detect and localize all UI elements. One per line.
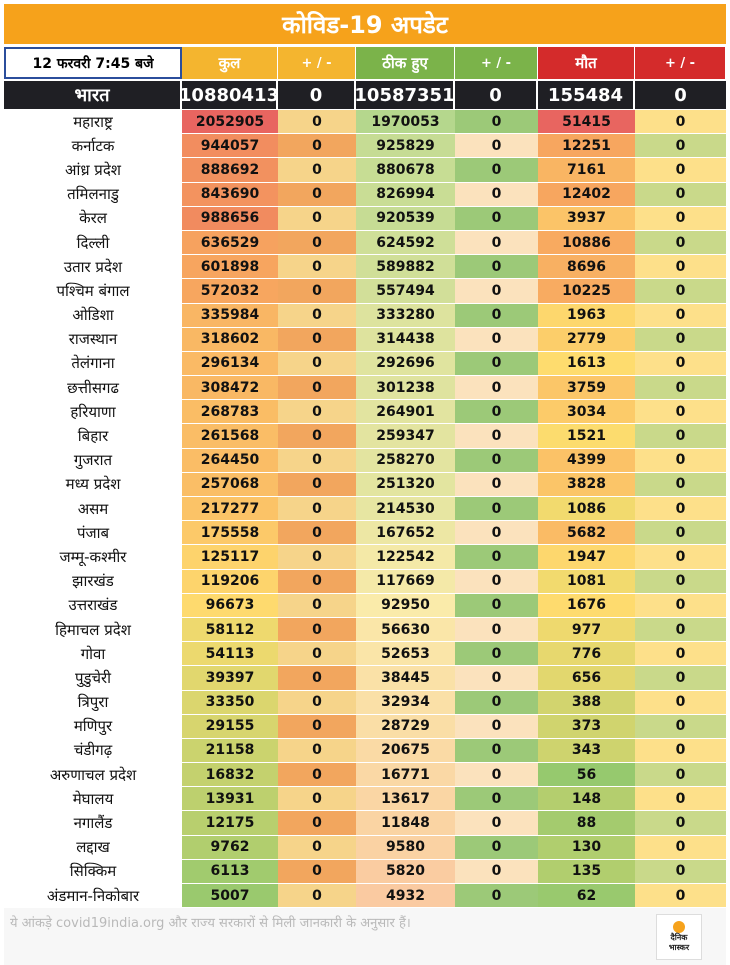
cell-total: 6113 bbox=[182, 860, 278, 883]
cell-deaths: 1613 bbox=[538, 352, 635, 375]
table-row bbox=[4, 787, 726, 811]
state-name: छत्तीसगढ bbox=[4, 376, 182, 399]
cell-recovered: 56630 bbox=[356, 618, 455, 641]
page-title: कोविड-19 अपडेट bbox=[4, 4, 726, 44]
cell-total-change: 0 bbox=[278, 376, 356, 399]
cell-recovered-change: 0 bbox=[455, 570, 538, 593]
cell-total-change: 0 bbox=[278, 328, 356, 351]
cell-total: 58112 bbox=[182, 618, 278, 641]
cell-deaths-change: 0 bbox=[635, 497, 726, 520]
cell-recovered-change: 0 bbox=[455, 110, 538, 133]
cell-deaths: 148 bbox=[538, 787, 635, 810]
cell-recovered-change: 0 bbox=[455, 328, 538, 351]
cell-recovered: 32934 bbox=[356, 691, 455, 714]
cell-total-change: 0 bbox=[278, 739, 356, 762]
cell-deaths-change: 0 bbox=[635, 884, 726, 907]
cell-total-change: 0 bbox=[278, 304, 356, 327]
cell-total: 2052905 bbox=[182, 110, 278, 133]
cell-total-change: 0 bbox=[278, 424, 356, 447]
state-name: बिहार bbox=[4, 424, 182, 447]
table-row bbox=[4, 400, 726, 424]
state-name: पश्चिम बंगाल bbox=[4, 279, 182, 302]
state-name: केरल bbox=[4, 207, 182, 230]
cell-recovered: 167652 bbox=[356, 521, 455, 544]
cell-recovered: 214530 bbox=[356, 497, 455, 520]
cell-total-change: 0 bbox=[278, 497, 356, 520]
cell-deaths-change: 0 bbox=[635, 279, 726, 302]
cell-recovered-change: 0 bbox=[455, 158, 538, 181]
state-name: उत्तराखंड bbox=[4, 594, 182, 617]
cell-deaths: 135 bbox=[538, 860, 635, 883]
cell-total-change: 0 bbox=[278, 860, 356, 883]
cell-deaths: 388 bbox=[538, 691, 635, 714]
cell-total: 96673 bbox=[182, 594, 278, 617]
cell-deaths: 776 bbox=[538, 642, 635, 665]
cell-recovered: 1970053 bbox=[356, 110, 455, 133]
cell-deaths-change: 0 bbox=[635, 400, 726, 423]
cell-total: 601898 bbox=[182, 255, 278, 278]
cell-recovered: 13617 bbox=[356, 787, 455, 810]
table-row bbox=[4, 304, 726, 328]
cell-recovered: 920539 bbox=[356, 207, 455, 230]
state-name: पंजाब bbox=[4, 521, 182, 544]
cell-deaths: 1086 bbox=[538, 497, 635, 520]
state-name: त्रिपुरा bbox=[4, 691, 182, 714]
cell-recovered: 4932 bbox=[356, 884, 455, 907]
state-name: असम bbox=[4, 497, 182, 520]
table-row bbox=[4, 715, 726, 739]
cell-deaths: 656 bbox=[538, 666, 635, 689]
cell-recovered: 9580 bbox=[356, 836, 455, 859]
cell-recovered: 880678 bbox=[356, 158, 455, 181]
cell-recovered-change: 0 bbox=[455, 279, 538, 302]
cell-deaths-change: 0 bbox=[635, 811, 726, 834]
cell-recovered: 314438 bbox=[356, 328, 455, 351]
table-row bbox=[4, 884, 726, 908]
cell-recovered: 826994 bbox=[356, 183, 455, 206]
table-row bbox=[4, 449, 726, 473]
national-name: भारत bbox=[4, 81, 182, 109]
table-row bbox=[4, 110, 726, 134]
cell-total: 54113 bbox=[182, 642, 278, 665]
header-deaths-change: + / - bbox=[635, 47, 726, 79]
cell-deaths: 1521 bbox=[538, 424, 635, 447]
cell-deaths: 62 bbox=[538, 884, 635, 907]
covid-table bbox=[4, 4, 726, 908]
cell-total: 5007 bbox=[182, 884, 278, 907]
table-row bbox=[4, 642, 726, 666]
state-name: महाराष्ट्र bbox=[4, 110, 182, 133]
cell-recovered-change: 0 bbox=[455, 183, 538, 206]
cell-deaths: 10886 bbox=[538, 231, 635, 254]
national-recovered: 10587351 bbox=[356, 81, 455, 109]
header-recovered: ठीक हुए bbox=[356, 47, 455, 79]
table-header bbox=[4, 47, 726, 79]
cell-total-change: 0 bbox=[278, 521, 356, 544]
cell-deaths-change: 0 bbox=[635, 666, 726, 689]
cell-total-change: 0 bbox=[278, 158, 356, 181]
cell-recovered-change: 0 bbox=[455, 545, 538, 568]
cell-deaths-change: 0 bbox=[635, 715, 726, 738]
state-name: हिमाचल प्रदेश bbox=[4, 618, 182, 641]
state-name: हरियाणा bbox=[4, 400, 182, 423]
dainik-bhaskar-logo bbox=[656, 914, 702, 960]
cell-recovered: 301238 bbox=[356, 376, 455, 399]
state-rows bbox=[4, 110, 726, 908]
cell-recovered: 259347 bbox=[356, 424, 455, 447]
cell-deaths-change: 0 bbox=[635, 594, 726, 617]
cell-recovered-change: 0 bbox=[455, 304, 538, 327]
header-total-change: + / - bbox=[278, 47, 356, 79]
cell-deaths: 88 bbox=[538, 811, 635, 834]
cell-recovered-change: 0 bbox=[455, 884, 538, 907]
table-row bbox=[4, 691, 726, 715]
cell-deaths: 1081 bbox=[538, 570, 635, 593]
cell-total-change: 0 bbox=[278, 691, 356, 714]
state-name: कर्नाटक bbox=[4, 134, 182, 157]
cell-deaths: 373 bbox=[538, 715, 635, 738]
cell-deaths-change: 0 bbox=[635, 110, 726, 133]
cell-recovered: 925829 bbox=[356, 134, 455, 157]
cell-deaths: 3937 bbox=[538, 207, 635, 230]
table-row bbox=[4, 763, 726, 787]
cell-total: 33350 bbox=[182, 691, 278, 714]
cell-deaths: 10225 bbox=[538, 279, 635, 302]
cell-deaths-change: 0 bbox=[635, 763, 726, 786]
cell-recovered: 258270 bbox=[356, 449, 455, 472]
state-name: तेलंगाना bbox=[4, 352, 182, 375]
cell-recovered-change: 0 bbox=[455, 134, 538, 157]
cell-deaths: 3759 bbox=[538, 376, 635, 399]
cell-total-change: 0 bbox=[278, 352, 356, 375]
cell-deaths-change: 0 bbox=[635, 739, 726, 762]
cell-recovered-change: 0 bbox=[455, 376, 538, 399]
cell-recovered: 557494 bbox=[356, 279, 455, 302]
cell-recovered-change: 0 bbox=[455, 811, 538, 834]
state-name: जम्मू-कश्मीर bbox=[4, 545, 182, 568]
state-name: अरुणाचल प्रदेश bbox=[4, 763, 182, 786]
state-name: तमिलनाडु bbox=[4, 183, 182, 206]
header-deaths: मौत bbox=[538, 47, 635, 79]
cell-total: 257068 bbox=[182, 473, 278, 496]
state-name: राजस्थान bbox=[4, 328, 182, 351]
table-row bbox=[4, 521, 726, 545]
cell-deaths-change: 0 bbox=[635, 860, 726, 883]
state-name: गुजरात bbox=[4, 449, 182, 472]
cell-recovered: 52653 bbox=[356, 642, 455, 665]
header-recovered-change: + / - bbox=[455, 47, 538, 79]
cell-recovered: 5820 bbox=[356, 860, 455, 883]
table-row bbox=[4, 255, 726, 279]
cell-deaths-change: 0 bbox=[635, 328, 726, 351]
cell-recovered-change: 0 bbox=[455, 739, 538, 762]
cell-total-change: 0 bbox=[278, 715, 356, 738]
cell-deaths: 3828 bbox=[538, 473, 635, 496]
cell-total: 308472 bbox=[182, 376, 278, 399]
cell-total: 944057 bbox=[182, 134, 278, 157]
cell-deaths: 1963 bbox=[538, 304, 635, 327]
source-note: ये आंकड़े covid19india.org और राज्य सरकारों से मिली जानकारी के अनुसार हैं। bbox=[10, 916, 411, 931]
table-row bbox=[4, 158, 726, 182]
cell-deaths-change: 0 bbox=[635, 424, 726, 447]
cell-deaths-change: 0 bbox=[635, 691, 726, 714]
cell-total-change: 0 bbox=[278, 642, 356, 665]
state-name: झारखंड bbox=[4, 570, 182, 593]
cell-total: 217277 bbox=[182, 497, 278, 520]
cell-total-change: 0 bbox=[278, 884, 356, 907]
cell-total-change: 0 bbox=[278, 279, 356, 302]
cell-total: 988656 bbox=[182, 207, 278, 230]
state-name: मेघालय bbox=[4, 787, 182, 810]
table-row bbox=[4, 279, 726, 303]
cell-total-change: 0 bbox=[278, 594, 356, 617]
cell-deaths-change: 0 bbox=[635, 473, 726, 496]
cell-deaths-change: 0 bbox=[635, 787, 726, 810]
table-row bbox=[4, 328, 726, 352]
cell-deaths: 56 bbox=[538, 763, 635, 786]
cell-recovered: 38445 bbox=[356, 666, 455, 689]
cell-recovered-change: 0 bbox=[455, 497, 538, 520]
cell-deaths-change: 0 bbox=[635, 352, 726, 375]
cell-total: 843690 bbox=[182, 183, 278, 206]
state-name: नगालैंड bbox=[4, 811, 182, 834]
table-row bbox=[4, 836, 726, 860]
cell-recovered: 624592 bbox=[356, 231, 455, 254]
cell-total: 268783 bbox=[182, 400, 278, 423]
date-label: 12 फरवरी 7:45 बजे bbox=[4, 47, 182, 79]
cell-deaths: 12402 bbox=[538, 183, 635, 206]
cell-recovered: 264901 bbox=[356, 400, 455, 423]
state-name: लद्दाख bbox=[4, 836, 182, 859]
cell-deaths: 3034 bbox=[538, 400, 635, 423]
cell-deaths: 1676 bbox=[538, 594, 635, 617]
cell-recovered-change: 0 bbox=[455, 521, 538, 544]
cell-recovered-change: 0 bbox=[455, 787, 538, 810]
cell-recovered: 20675 bbox=[356, 739, 455, 762]
cell-recovered-change: 0 bbox=[455, 400, 538, 423]
national-deaths-change: 0 bbox=[674, 84, 687, 106]
cell-total: 29155 bbox=[182, 715, 278, 738]
cell-total: 39397 bbox=[182, 666, 278, 689]
cell-deaths-change: 0 bbox=[635, 618, 726, 641]
table-row bbox=[4, 497, 726, 521]
cell-recovered-change: 0 bbox=[455, 763, 538, 786]
state-name: गोवा bbox=[4, 642, 182, 665]
table-row bbox=[4, 473, 726, 497]
national-recovered-change: 0 bbox=[455, 81, 538, 109]
cell-deaths-change: 0 bbox=[635, 255, 726, 278]
cell-deaths-change: 0 bbox=[635, 836, 726, 859]
state-name: आंध्र प्रदेश bbox=[4, 158, 182, 181]
cell-deaths-change: 0 bbox=[635, 521, 726, 544]
table-row bbox=[4, 666, 726, 690]
cell-total: 13931 bbox=[182, 787, 278, 810]
cell-recovered-change: 0 bbox=[455, 255, 538, 278]
cell-deaths-change: 0 bbox=[635, 207, 726, 230]
cell-total-change: 0 bbox=[278, 570, 356, 593]
cell-recovered: 16771 bbox=[356, 763, 455, 786]
state-name: उतार प्रदेश bbox=[4, 255, 182, 278]
state-name: ओडिशा bbox=[4, 304, 182, 327]
cell-recovered-change: 0 bbox=[455, 691, 538, 714]
cell-recovered-change: 0 bbox=[455, 860, 538, 883]
cell-recovered: 122542 bbox=[356, 545, 455, 568]
cell-recovered-change: 0 bbox=[455, 424, 538, 447]
cell-deaths-change: 0 bbox=[635, 183, 726, 206]
cell-deaths-change: 0 bbox=[635, 376, 726, 399]
cell-total-change: 0 bbox=[278, 811, 356, 834]
state-name: चंडीगढ़ bbox=[4, 739, 182, 762]
cell-recovered: 251320 bbox=[356, 473, 455, 496]
cell-recovered: 28729 bbox=[356, 715, 455, 738]
cell-total: 888692 bbox=[182, 158, 278, 181]
cell-recovered-change: 0 bbox=[455, 642, 538, 665]
cell-total-change: 0 bbox=[278, 449, 356, 472]
cell-total: 125117 bbox=[182, 545, 278, 568]
cell-total: 12175 bbox=[182, 811, 278, 834]
cell-deaths: 8696 bbox=[538, 255, 635, 278]
table-row bbox=[4, 570, 726, 594]
cell-deaths: 343 bbox=[538, 739, 635, 762]
cell-recovered-change: 0 bbox=[455, 352, 538, 375]
cell-total: 296134 bbox=[182, 352, 278, 375]
logo-line2: भास्कर bbox=[668, 943, 690, 952]
cell-recovered: 589882 bbox=[356, 255, 455, 278]
cell-recovered: 92950 bbox=[356, 594, 455, 617]
cell-total-change: 0 bbox=[278, 183, 356, 206]
table-row bbox=[4, 739, 726, 763]
cell-recovered: 333280 bbox=[356, 304, 455, 327]
cell-total-change: 0 bbox=[278, 787, 356, 810]
cell-recovered-change: 0 bbox=[455, 231, 538, 254]
cell-recovered-change: 0 bbox=[455, 594, 538, 617]
cell-total: 119206 bbox=[182, 570, 278, 593]
cell-deaths-change: 0 bbox=[635, 642, 726, 665]
cell-deaths-change: 0 bbox=[635, 545, 726, 568]
cell-total: 21158 bbox=[182, 739, 278, 762]
cell-deaths-change: 0 bbox=[635, 231, 726, 254]
state-name: अंडमान-निकोबार bbox=[4, 884, 182, 907]
cell-total-change: 0 bbox=[278, 618, 356, 641]
state-name: मध्य प्रदेश bbox=[4, 473, 182, 496]
cell-total-change: 0 bbox=[278, 207, 356, 230]
state-name: मणिपुर bbox=[4, 715, 182, 738]
table-row bbox=[4, 183, 726, 207]
cell-recovered-change: 0 bbox=[455, 618, 538, 641]
cell-deaths: 12251 bbox=[538, 134, 635, 157]
logo-sun-icon bbox=[673, 921, 685, 933]
cell-recovered-change: 0 bbox=[455, 207, 538, 230]
cell-total-change: 0 bbox=[278, 545, 356, 568]
cell-recovered-change: 0 bbox=[455, 449, 538, 472]
table-row bbox=[4, 811, 726, 835]
cell-deaths-change: 0 bbox=[635, 134, 726, 157]
header-total: कुल bbox=[182, 47, 278, 79]
table-row bbox=[4, 860, 726, 884]
cell-total: 175558 bbox=[182, 521, 278, 544]
table-row bbox=[4, 545, 726, 569]
cell-deaths: 130 bbox=[538, 836, 635, 859]
cell-total: 636529 bbox=[182, 231, 278, 254]
state-name: दिल्ली bbox=[4, 231, 182, 254]
cell-total-change: 0 bbox=[278, 666, 356, 689]
table-row bbox=[4, 424, 726, 448]
table-row bbox=[4, 231, 726, 255]
cell-recovered: 117669 bbox=[356, 570, 455, 593]
cell-total: 335984 bbox=[182, 304, 278, 327]
cell-total: 16832 bbox=[182, 763, 278, 786]
cell-total: 264450 bbox=[182, 449, 278, 472]
cell-deaths: 1947 bbox=[538, 545, 635, 568]
table-row bbox=[4, 352, 726, 376]
national-total: 10880413 bbox=[182, 81, 278, 109]
table-row bbox=[4, 134, 726, 158]
cell-deaths: 7161 bbox=[538, 158, 635, 181]
national-total-change: 0 bbox=[278, 81, 356, 109]
cell-deaths: 51415 bbox=[538, 110, 635, 133]
cell-deaths-change: 0 bbox=[635, 570, 726, 593]
cell-total-change: 0 bbox=[278, 110, 356, 133]
cell-deaths: 5682 bbox=[538, 521, 635, 544]
cell-total: 261568 bbox=[182, 424, 278, 447]
cell-total: 572032 bbox=[182, 279, 278, 302]
cell-deaths: 2779 bbox=[538, 328, 635, 351]
cell-deaths: 4399 bbox=[538, 449, 635, 472]
logo-line1: दैनिक bbox=[670, 933, 688, 942]
cell-total-change: 0 bbox=[278, 255, 356, 278]
cell-recovered-change: 0 bbox=[455, 666, 538, 689]
table-row bbox=[4, 376, 726, 400]
footer bbox=[4, 908, 726, 965]
cell-recovered: 292696 bbox=[356, 352, 455, 375]
table-row bbox=[4, 207, 726, 231]
national-deaths: 155484 bbox=[538, 81, 635, 109]
cell-deaths: 977 bbox=[538, 618, 635, 641]
cell-deaths-change: 0 bbox=[635, 449, 726, 472]
cell-total: 9762 bbox=[182, 836, 278, 859]
national-row bbox=[4, 81, 726, 109]
cell-recovered: 11848 bbox=[356, 811, 455, 834]
cell-total-change: 0 bbox=[278, 473, 356, 496]
cell-deaths-change: 0 bbox=[635, 304, 726, 327]
cell-total-change: 0 bbox=[278, 400, 356, 423]
cell-total: 318602 bbox=[182, 328, 278, 351]
table-row bbox=[4, 618, 726, 642]
cell-recovered-change: 0 bbox=[455, 473, 538, 496]
cell-total-change: 0 bbox=[278, 763, 356, 786]
cell-deaths-change: 0 bbox=[635, 158, 726, 181]
cell-total-change: 0 bbox=[278, 231, 356, 254]
state-name: पुडुचेरी bbox=[4, 666, 182, 689]
cell-total-change: 0 bbox=[278, 134, 356, 157]
cell-recovered-change: 0 bbox=[455, 715, 538, 738]
state-name: सिक्किम bbox=[4, 860, 182, 883]
cell-total-change: 0 bbox=[278, 836, 356, 859]
cell-recovered-change: 0 bbox=[455, 836, 538, 859]
table-row bbox=[4, 594, 726, 618]
